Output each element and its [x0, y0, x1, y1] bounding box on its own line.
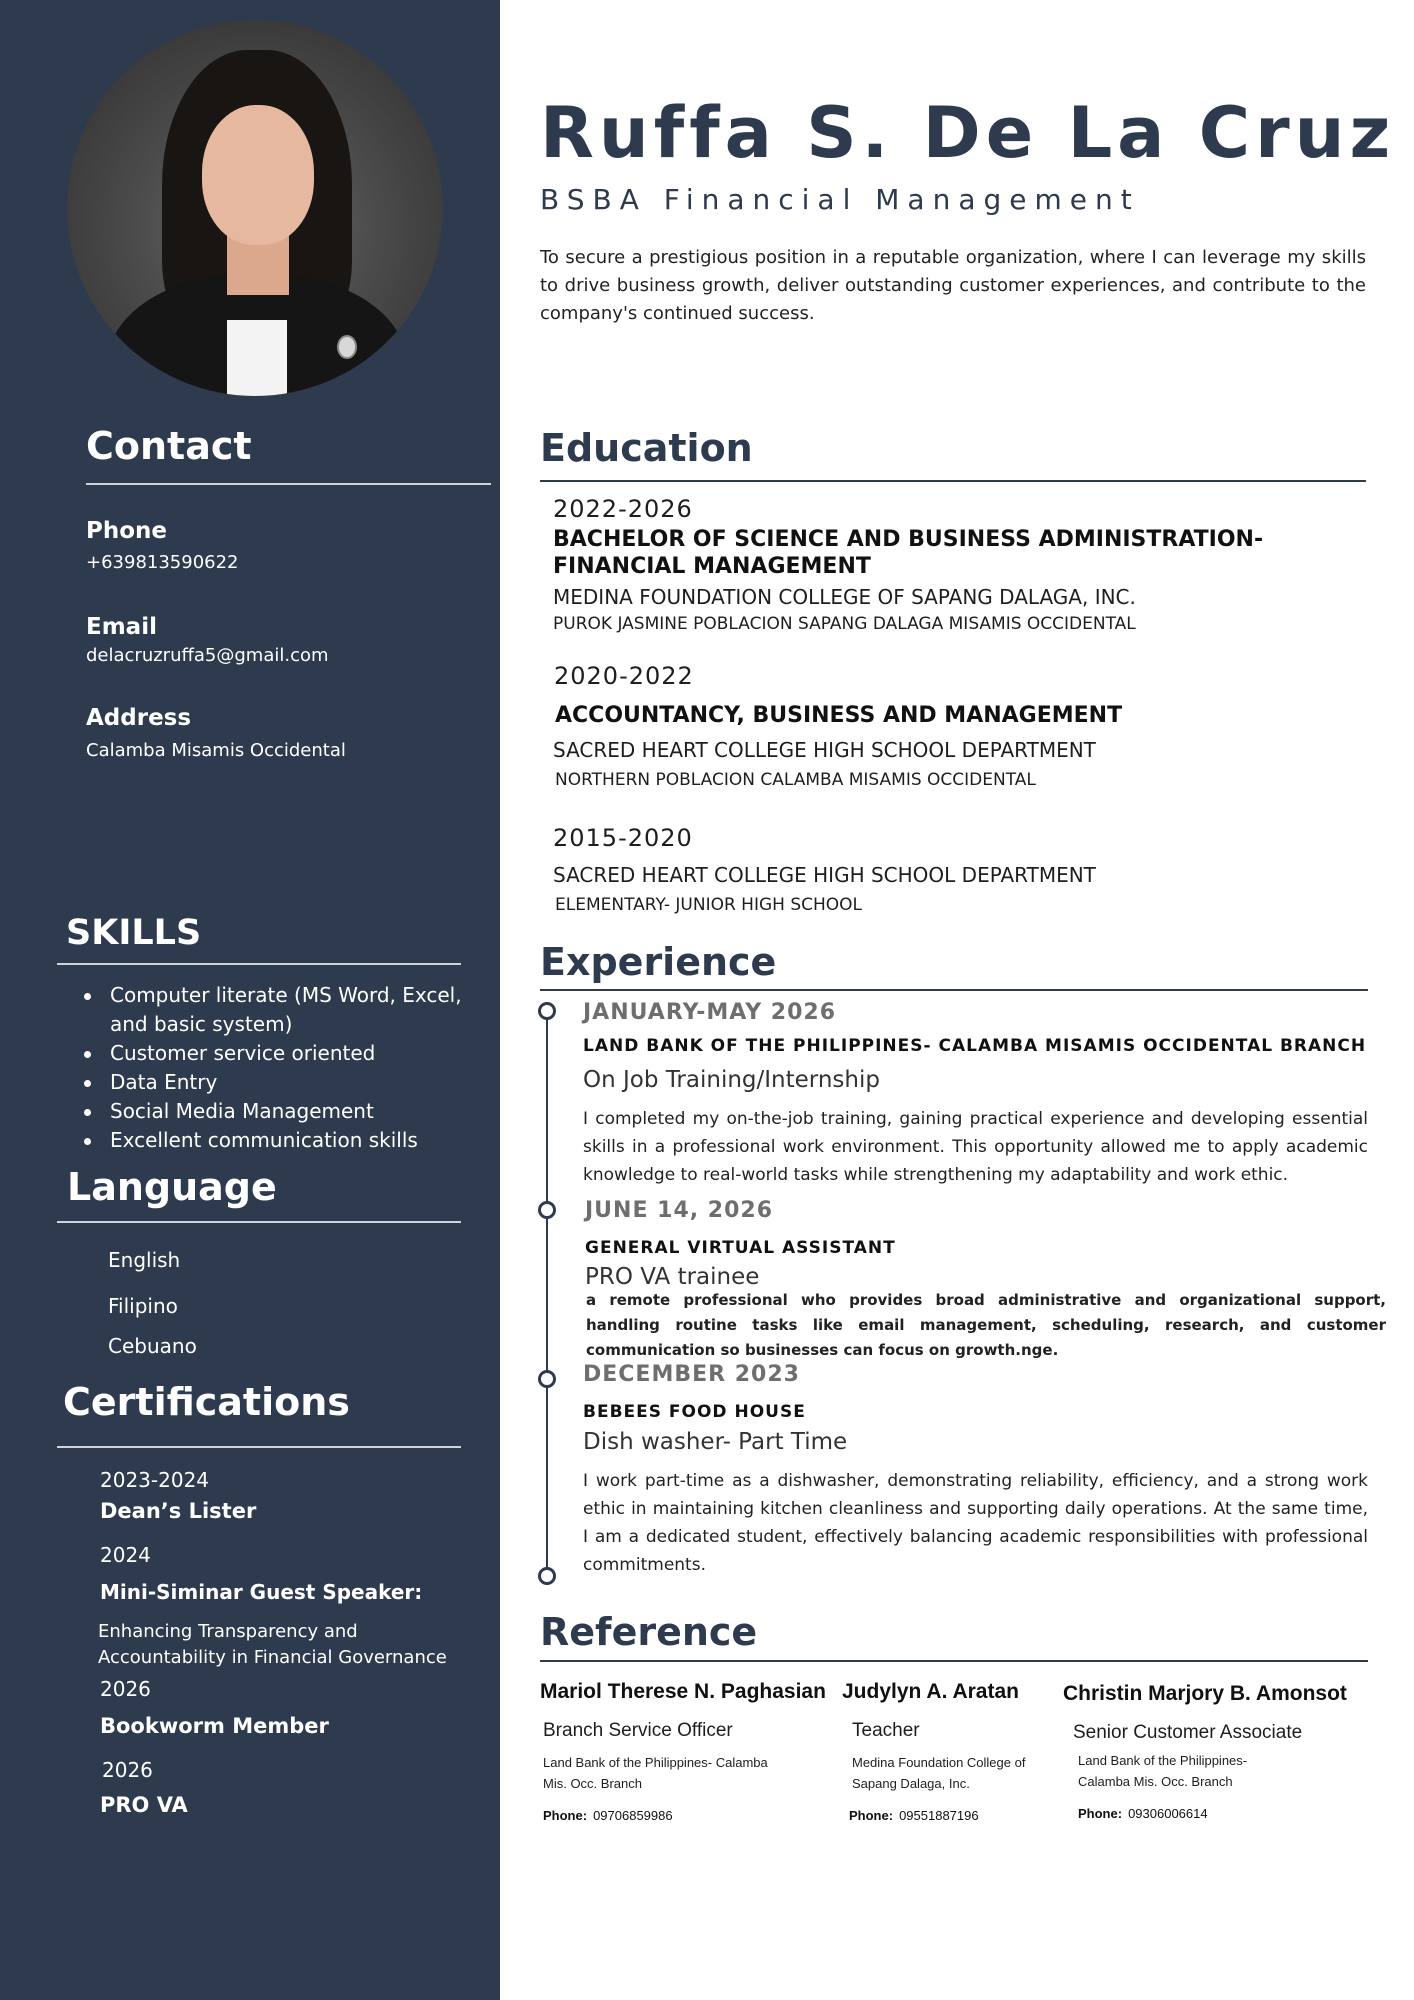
- skills-divider: [57, 963, 461, 965]
- experience-description: I work part-time as a dishwasher, demonstrating reliability, efficiency, and a strong work ethic in maintaining kitchen cleanliness and supporting daily operations. At the same time, I am a dedicated student, effectively balancing academic responsibilities with professional commitments.: [583, 1471, 1368, 1575]
- phone-label: Phone:: [1078, 1806, 1123, 1821]
- phone-label: Phone:: [543, 1808, 588, 1823]
- email-value[interactable]: delacruzruffa5@gmail.com: [86, 645, 329, 666]
- cert-year: 2024: [100, 1543, 151, 1567]
- phone-label: Phone:: [849, 1808, 894, 1823]
- experience-description: I completed my on-the-job training, gaining practical experience and developing essential skills in a professional work environment. This opportunity allowed me to apply academic knowledge to real-world tasks while strengthening my adaptability and work ethic.: [583, 1109, 1368, 1185]
- education-degree: BACHELOR OF SCIENCE AND BUSINESS ADMINISTRATION- FINANCIAL MANAGEMENT: [553, 527, 1264, 579]
- list-item: Excellent communication skills: [80, 1126, 490, 1155]
- list-item: Social Media Management: [80, 1097, 490, 1126]
- phone-number: 09306006614: [1128, 1806, 1208, 1821]
- reference-phone: [540, 1808, 830, 1823]
- profile-photo: [67, 20, 443, 396]
- reference-title: Senior Customer Associate: [1073, 1722, 1303, 1743]
- cert-title: PRO VA: [100, 1793, 188, 1817]
- experience-date: JANUARY-MAY 2026: [583, 1000, 837, 1025]
- cert-year: 2026: [102, 1758, 153, 1782]
- phone-label: Phone: [86, 518, 168, 544]
- list-item: Customer service oriented: [80, 1039, 490, 1068]
- education-school: SACRED HEART COLLEGE HIGH SCHOOL DEPARTMENT: [553, 738, 1096, 762]
- language-heading: Language: [67, 1165, 277, 1209]
- experience-date: DECEMBER 2023: [583, 1362, 800, 1387]
- experience-date: JUNE 14, 2026: [585, 1198, 774, 1223]
- language-item: English: [108, 1248, 181, 1272]
- experience-company: BEBEES FOOD HOUSE: [583, 1402, 806, 1422]
- sidebar: [0, 0, 500, 2000]
- candidate-name: Ruffa S. De La Cruz: [540, 92, 1396, 174]
- address-label: Address: [86, 705, 192, 731]
- education-years: 2015-2020: [553, 824, 693, 852]
- cert-year: 2023-2024: [100, 1468, 210, 1492]
- phone-number: 09706859986: [593, 1808, 673, 1823]
- certifications-divider: [57, 1446, 461, 1448]
- list-item: Data Entry: [80, 1068, 490, 1097]
- timeline-dot: [538, 1201, 556, 1219]
- experience-role: PRO VA trainee: [585, 1264, 760, 1290]
- education-years: 2020-2022: [554, 662, 694, 690]
- reference-title: Branch Service Officer: [543, 1720, 733, 1741]
- reference-heading: Reference: [540, 1610, 758, 1654]
- reference-card: [1063, 1682, 1353, 1821]
- reference-card: [540, 1680, 830, 1823]
- phone-value: +639813590622: [86, 552, 239, 573]
- timeline-dot: [538, 1370, 556, 1388]
- reference-organization: Land Bank of the Philippines- Calamba Mis. Occ. Branch: [1078, 1753, 1248, 1789]
- timeline-dot: [538, 1002, 556, 1020]
- cert-year: 2026: [100, 1677, 151, 1701]
- reference-title: Teacher: [852, 1720, 920, 1741]
- degree-subtitle: BSBA Financial Management: [540, 183, 1140, 216]
- experience-divider: [540, 989, 1368, 991]
- experience-company: LAND BANK OF THE PHILIPPINES- CALAMBA MISAMIS OCCIDENTAL BRANCH: [583, 1036, 1367, 1056]
- list-item: Computer literate (MS Word, Excel, and basic system): [80, 981, 490, 1039]
- reference-name: Judylyn A. Aratan: [842, 1680, 1019, 1703]
- phone-number: 09551887196: [899, 1808, 979, 1823]
- certifications-heading: Certifications: [63, 1380, 350, 1424]
- education-divider: [540, 480, 1366, 482]
- education-school: SACRED HEART COLLEGE HIGH SCHOOL DEPARTMENT: [553, 863, 1096, 887]
- contact-heading: Contact: [86, 424, 252, 468]
- education-school: MEDINA FOUNDATION COLLEGE OF SAPANG DALAGA, INC.: [553, 585, 1136, 609]
- language-item: Filipino: [108, 1294, 178, 1318]
- education-address: ELEMENTARY- JUNIOR HIGH SCHOOL: [555, 895, 863, 915]
- cert-title: Mini-Siminar Guest Speaker:: [100, 1580, 423, 1604]
- language-divider: [57, 1221, 461, 1223]
- cert-title: Bookworm Member: [100, 1714, 329, 1738]
- contact-divider: [86, 483, 491, 485]
- reference-organization: Medina Foundation College of Sapang Dalaga, Inc.: [852, 1755, 1026, 1791]
- address-value: Calamba Misamis Occidental: [86, 740, 346, 761]
- experience-company: GENERAL VIRTUAL ASSISTANT: [585, 1238, 896, 1258]
- reference-phone: [1063, 1806, 1353, 1821]
- skills-list: [80, 981, 490, 1155]
- education-years: 2022-2026: [553, 495, 693, 523]
- experience-description: a remote professional who provides broad administrative and organizational support, handling routine tasks like email management, scheduling, research, and customer communication so businesses can focus on growth.nge.: [586, 1291, 1386, 1359]
- education-address: NORTHERN POBLACION CALAMBA MISAMIS OCCIDENTAL: [555, 770, 1036, 790]
- timeline-dot: [538, 1567, 556, 1585]
- reference-name: Christin Marjory B. Amonsot: [1063, 1682, 1347, 1705]
- reference-name: Mariol Therese N. Paghasian: [540, 1680, 826, 1703]
- reference-divider: [540, 1660, 1368, 1662]
- reference-organization: Land Bank of the Philippines- Calamba Mis. Occ. Branch: [543, 1755, 768, 1791]
- career-objective: To secure a prestigious position in a reputable organization, where I can leverage my skills to drive business growth, deliver outstanding customer experiences, and contribute to the company's continued success.: [540, 247, 1366, 324]
- cert-title: Dean’s Lister: [100, 1499, 257, 1523]
- email-label: Email: [86, 614, 157, 640]
- experience-role: Dish washer- Part Time: [583, 1429, 848, 1455]
- cert-description: Enhancing Transparency and Accountability in Financial Governance: [98, 1621, 447, 1668]
- experience-role: On Job Training/Internship: [583, 1067, 880, 1093]
- timeline-line: [546, 1011, 548, 1577]
- experience-heading: Experience: [540, 940, 777, 984]
- education-address: PUROK JASMINE POBLACION SAPANG DALAGA MISAMIS OCCIDENTAL: [553, 614, 1136, 634]
- education-degree: ACCOUNTANCY, BUSINESS AND MANAGEMENT: [555, 703, 1123, 728]
- education-heading: Education: [540, 426, 753, 470]
- skills-heading: SKILLS: [66, 913, 202, 953]
- language-item: Cebuano: [108, 1334, 197, 1358]
